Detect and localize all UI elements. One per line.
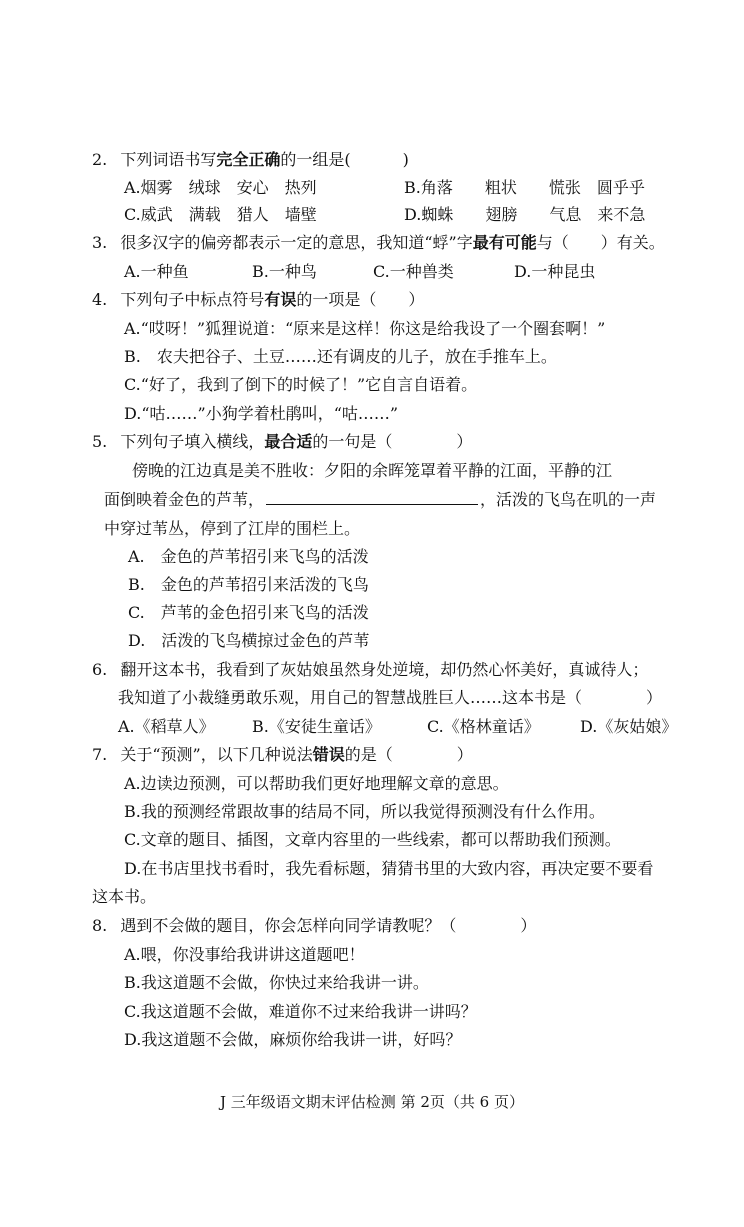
q3-stem-pre: 很多汉字的偏旁都表示一定的意思，我知道“蜉”字 <box>120 233 473 252</box>
q8-option-d: D.我这道题不会做，麻烦你给我讲一讲，好吗？ <box>124 1030 462 1049</box>
q3-stem-post: 与（ ）有关。 <box>536 233 665 252</box>
q3-stem-bold: 最有可能 <box>472 233 537 252</box>
q2-option-d: D.蜘蛛 翅膀 气息 来不急 <box>404 205 646 224</box>
q4-number: 4. <box>92 290 108 309</box>
q4-option-a: A.“哎呀！”狐狸说道：“原来是这样！你这是给我设了一个圈套啊！” <box>124 319 606 338</box>
q2-stem-post: 的一组是( <box>280 150 351 169</box>
q4-stem-post: 的一项是（ ） <box>296 290 425 309</box>
q5-passage-line-2b: ，活泼的飞鸟在叽的一声 <box>480 490 657 509</box>
q8-option-b: B.我这道题不会做，你快过来给我讲一讲。 <box>124 973 429 992</box>
q5-option-d: D. 活泼的飞鸟横掠过金色的芦苇 <box>128 631 370 650</box>
q7-number: 7. <box>92 745 108 764</box>
q4-stem-pre: 下列句子中标点符号 <box>120 290 265 309</box>
q5-fill-blank[interactable] <box>266 490 478 505</box>
q7-option-c: C.文章的题目、插图，文章内容里的一些线索，都可以帮助我们预测。 <box>124 830 621 849</box>
q7-option-b: B.我的预测经常跟故事的结局不同，所以我觉得预测没有什么作用。 <box>124 802 605 821</box>
q8-stem <box>92 916 536 936</box>
q3-number: 3. <box>92 233 108 252</box>
q4-stem <box>92 290 424 310</box>
q6-stem-line-2: 我知道了小裁缝勇敢乐观，用自己的智慧战胜巨人……这本书是（ ） <box>118 688 663 707</box>
q8-option-c: C.我这道题不会做，难道你不过来给我讲一讲吗？ <box>124 1002 477 1021</box>
q3-option-a: A.一种鱼 <box>124 262 189 281</box>
q4-option-d: D.“咕……”小狗学着杜鹃叫，“咕……” <box>124 404 399 423</box>
q5-option-b: B. 金色的芦苇招引来活泼的飞鸟 <box>128 575 369 594</box>
q6-stem-line-1 <box>92 660 648 680</box>
q5-option-c: C. 芦苇的金色招引来飞鸟的活泼 <box>128 603 369 622</box>
q4-stem-bold: 有误 <box>264 290 297 309</box>
q6-option-b: B.《安徒生童话》 <box>252 717 381 736</box>
q7-option-a: A.边读边预测，可以帮助我们更好地理解文章的意思。 <box>124 774 509 793</box>
q7-stem <box>92 745 473 765</box>
q6-number: 6. <box>92 660 108 679</box>
q6-option-c: C.《格林童话》 <box>427 717 540 736</box>
q6-option-d: D.《灰姑娘》 <box>580 717 678 736</box>
q5-passage-line-3: 中穿过苇丛，停到了江岸的围栏上。 <box>104 519 361 538</box>
q2-paren-close: ) <box>402 150 409 169</box>
q5-number: 5. <box>92 432 108 451</box>
q5-passage-line-1: 傍晚的江边真是美不胜收：夕阳的余晖笼罩着平静的江面，平静的江 <box>132 461 613 480</box>
q8-number: 8. <box>92 916 108 935</box>
q3-stem <box>92 233 665 253</box>
q4-option-b: B. 农夫把谷子、土豆……还有调皮的儿子，放在手推车上。 <box>124 347 557 366</box>
q2-option-b: B.角落 粗状 慌张 圆乎乎 <box>404 178 645 197</box>
q6-option-a: A.《稻草人》 <box>118 717 215 736</box>
q8-stem-text: 遇到不会做的题目，你会怎样向同学请教呢？（ ） <box>120 916 537 935</box>
q3-option-c: C.一种兽类 <box>373 262 454 281</box>
q7-option-d-line-1: D.在书店里找书看时，我先看标题，猜猜书里的大致内容，再决定要不要看 <box>124 859 654 878</box>
q5-passage-line-2 <box>104 490 656 510</box>
page-footer: J 三年级语文期末评估检测 第 2页（共 6 页） <box>220 1093 524 1111</box>
q4-option-c: C.“好了，我到了倒下的时候了！”它自言自语着。 <box>124 375 478 394</box>
q7-stem-post: 的是（ ） <box>344 745 473 764</box>
q5-stem-pre: 下列句子填入横线， <box>120 432 265 451</box>
q2-stem-bold: 完全正确 <box>216 150 281 169</box>
q5-stem <box>92 432 472 452</box>
q3-option-b: B.一种鸟 <box>252 262 317 281</box>
q2-stem <box>92 150 409 170</box>
q2-stem-pre: 下列词语书写 <box>120 150 217 169</box>
q5-stem-post: 的一句是（ ） <box>312 432 473 451</box>
q5-stem-bold: 最合适 <box>264 432 313 451</box>
q7-stem-pre: 关于“预测”，以下几种说法 <box>120 745 313 764</box>
q8-option-a: A.喂，你没事给我讲讲这道题吧！ <box>124 945 365 964</box>
q7-stem-bold: 错误 <box>312 745 345 764</box>
q3-option-d: D.一种昆虫 <box>514 262 596 281</box>
q5-option-a: A. 金色的芦苇招引来飞鸟的活泼 <box>128 547 369 566</box>
q7-option-d-line-2: 这本书。 <box>92 887 157 906</box>
q2-option-a: A.烟雾 绒球 安心 热列 <box>124 178 317 197</box>
q2-number: 2. <box>92 150 108 169</box>
q6-stem-1: 翻开这本书，我看到了灰姑娘虽然身处逆境，却仍然心怀美好，真诚待人； <box>120 660 649 679</box>
q5-passage-line-2a: 面倒映着金色的芦苇， <box>104 490 265 509</box>
q2-option-c: C.威武 满载 猎人 墙壁 <box>124 205 317 224</box>
